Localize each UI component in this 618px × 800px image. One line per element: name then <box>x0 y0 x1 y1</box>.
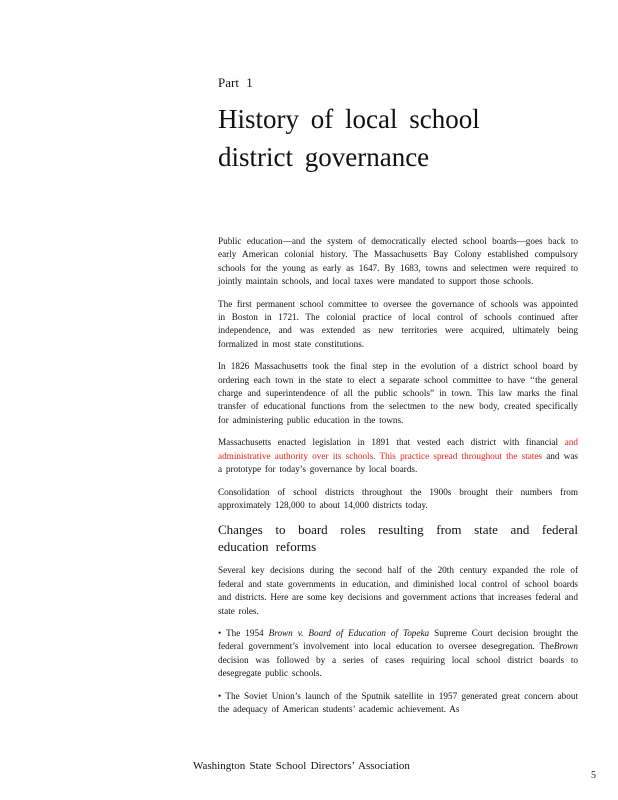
paragraph-6: Several key decisions during the second half of the 20th century expanded the role of federal and state governments in education, and diminished local control of school boards and districts. Here are some key decisions and government actions that increases federal and state roles. <box>218 565 578 616</box>
paragraph-3: In 1826 Massachusetts took the final step in the evolution of a district school board by ordering each town in the state to elect a separate school committee to have ‘‘the general charge and superintendence of all the public schools” in town. This law marks the final transfer of educational functions from the selectmen to the new body, created specifically for administering public education in the towns. <box>218 361 578 425</box>
paragraph-4-start: Massachusetts enacted legislation in 1891 that vested each district with financial <box>218 437 565 448</box>
bullet-1-end: decision was followed by a series of cases requiring local school district boards to desegregate public schools. <box>218 654 578 679</box>
case-short-name: Brown <box>553 641 578 652</box>
paragraph-2: The first permanent school committee to oversee the governance of schools was appointed in Boston in 1721. The colonial practice of local control of schools continued after independence, and was extended as new territories were acquired, ultimately being formalized in most state constitutions. <box>218 298 578 349</box>
paragraph-1: Public education—and the system of democratically elected school boards—goes back to early American colonial history. The Massachusetts Bay Colony established compulsory schools for the young as early as 1647. By 1683, towns and selectmen were required to jointly maintain schools, and local taxes were mandated to support those schools. <box>218 236 578 287</box>
part-label: Part 1 <box>218 75 253 90</box>
page-number: 5 <box>591 770 596 781</box>
bullet-1-start: • The 1954 <box>218 627 269 638</box>
paragraph-5: Consolidation of school districts throughout the 1900s brought their numbers from approximately 128,000 to about 14,000 districts today. <box>218 486 578 510</box>
bullet-1-mid: Supreme Court decision brought the federal government’s involvement into local education to oversee desegregation. The <box>218 627 578 652</box>
title-line-1: History of local school <box>218 104 480 134</box>
page-title <box>218 100 578 176</box>
highlighted-text: and administrative authority over its schools. This practice spread throughout the states <box>218 437 578 461</box>
bullet-2: • The Soviet Union’s launch of the Sputnik satellite in 1957 generated great concern about the adequacy of American students’ academic achievement. As <box>218 690 578 714</box>
paragraph-4-end: and was a prototype for today’s governance by local boards. <box>218 450 578 475</box>
paragraph-4 <box>218 436 578 476</box>
footer-organization: Washington State School Directors’ Association <box>193 760 410 772</box>
body-text <box>218 235 578 725</box>
bullet-1 <box>218 627 578 681</box>
title-line-2: district governance <box>218 142 430 172</box>
case-name: Brown v. Board of Education of Topeka <box>268 627 430 638</box>
section-subheading: Changes to board roles resulting from state and federal education reforms <box>218 522 578 555</box>
